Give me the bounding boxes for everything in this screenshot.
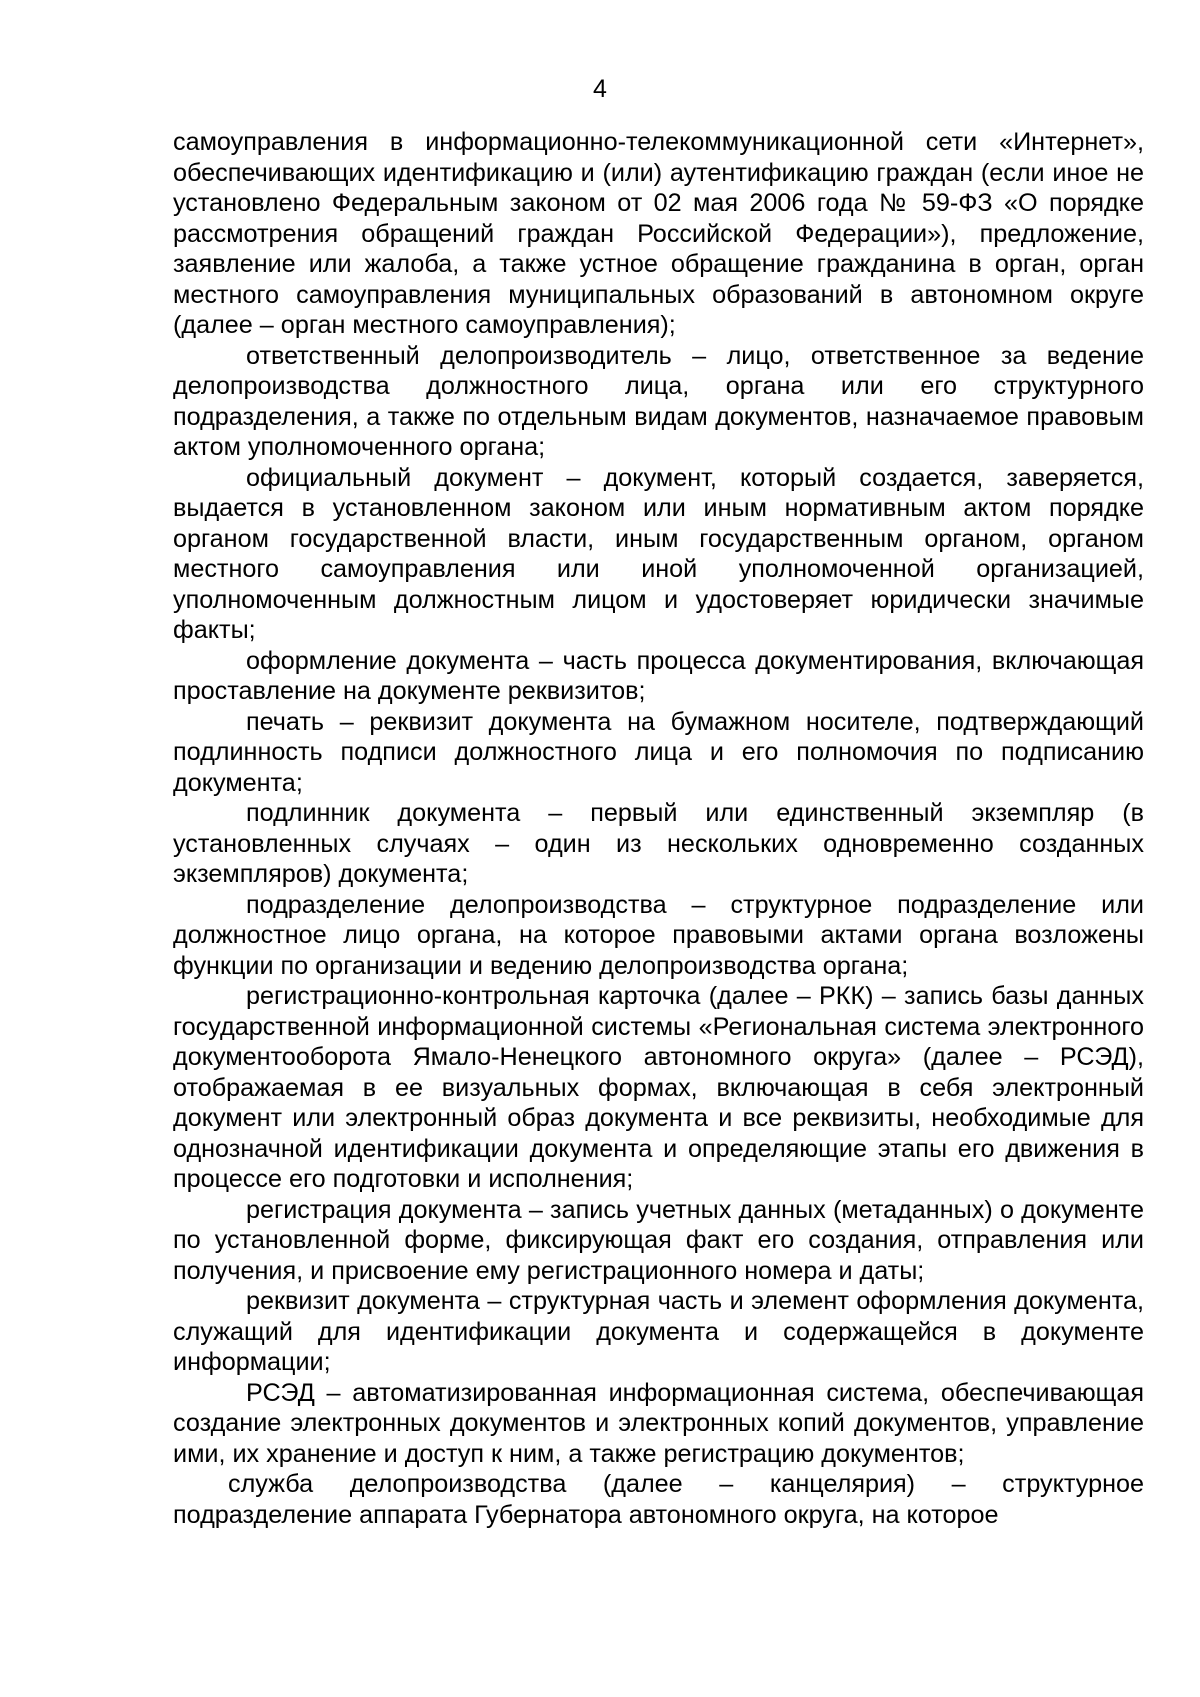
paragraph-10: реквизит документа – структурная часть и элемент оформления документа, служащий для идентификации документа и содержащейся в документе информации; [173,1287,1144,1376]
page-number: 4 [593,75,607,103]
paragraph-11: РСЭД – автоматизированная информационная система, обеспечивающая создание электронных документов и электронных копий документов, управление ими, их хранение и доступ к ним, а также регистрацию документов; [173,1378,1144,1468]
paragraph-4: оформление документа – часть процесса документирования, включающая проставление на документе реквизитов; [173,646,1144,705]
paragraph-3: официальный документ – документ, который создается, заверяется, выдается в установленном законом или иным нормативным актом порядке органом государственной власти, иным государственным органом, органом местного самоуправления или иной уполномоченной организацией, уполномоченным должностным лицом и удостоверяет юридически значимые факты; [173,463,1144,644]
paragraph-5: печать – реквизит документа на бумажном носителе, подтверждающий подлинность подписи должностного лица и его полномочия по подписанию документа; [173,707,1144,797]
paragraph-2: ответственный делопроизводитель – лицо, ответственное за ведение делопроизводства должностного лица, органа или его структурного подразделения, а также по отдельным видам документов, назначаемое правовым актом уполномоченного органа; [173,341,1144,461]
paragraph-7: подразделение делопроизводства – структурное подразделение или должностное лицо органа, на которое правовыми актами органа возложены функции по организации и ведению делопроизводства органа; [173,890,1144,980]
document-body [173,127,1144,1530]
paragraph-9: регистрация документа – запись учетных данных (метаданных) о документе по установленной форме, фиксирующая факт его создания, отправления или получения, и присвоение ему регистрационного номера и даты; [173,1195,1144,1285]
paragraph-8: регистрационно-контрольная карточка (далее – РКК) – запись базы данных государственной информационной системы «Региональная система электронного документооборота Ямало-Ненецкого автономного округа» (далее – РСЭД), отображаемая в ее визуальных формах, включающая в себя электронный документ или электронный образ документа и все реквизиты, необходимые для однозначной идентификации документа и определяющие этапы его движения в процессе его подготовки и исполнения; [173,982,1144,1193]
paragraph-12: служба делопроизводства (далее – канцелярия) – структурное подразделение аппарата Губернатора автономного округа, на которое [173,1470,1144,1529]
paragraph-1: самоуправления в информационно-телекоммуникационной сети «Интернет», обеспечивающих идентификацию и (или) аутентификацию граждан (если иное не установлено Федеральным законом от 02 мая 2006 года № 59-ФЗ «О порядке рассмотрения обращений граждан Российской Федерации»), предложение, заявление или жалоба, а также устное обращение гражданина в орган, орган местного самоуправления муниципальных образований в автономном округе (далее – орган местного самоуправления); [173,128,1144,339]
paragraph-6: подлинник документа – первый или единственный экземпляр (в установленных случаях – один из нескольких одновременно созданных экземпляров) документа; [173,799,1144,888]
